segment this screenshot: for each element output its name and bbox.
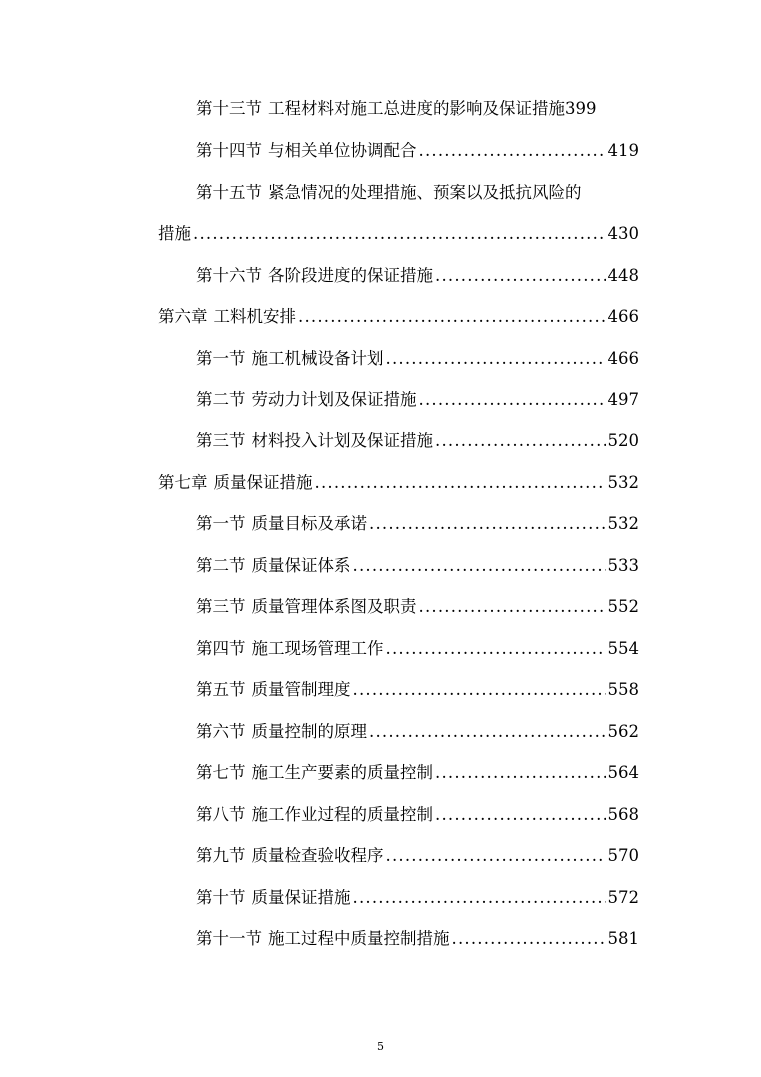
toc-section-entry[interactable] xyxy=(158,221,639,247)
toc-entry-title xyxy=(158,221,191,247)
toc-section-entry[interactable] xyxy=(196,926,639,952)
toc-page-number: 552 xyxy=(607,597,639,616)
toc-entry-label: 各阶段进度的保证措施 xyxy=(268,266,433,285)
toc-entry-label: 质量保证措施 xyxy=(213,473,313,492)
toc-page-number: 399 xyxy=(565,99,597,118)
toc-entry-title xyxy=(196,760,433,786)
toc-page-number: 568 xyxy=(607,805,639,824)
toc-entry-label: 材料投入计划及保证措施 xyxy=(251,431,433,450)
toc-entry-label: 紧急情况的处理措施、预案以及抵抗风险的 xyxy=(268,183,582,202)
toc-page-number: 562 xyxy=(607,722,639,741)
toc-entry-title xyxy=(196,719,367,745)
toc-entry-title xyxy=(158,304,296,330)
toc-section-entry[interactable] xyxy=(196,96,639,122)
toc-page-number: 466 xyxy=(607,349,639,368)
toc-entry-number: 第三节 xyxy=(196,431,246,450)
toc-entry-label: 质量保证体系 xyxy=(251,556,351,575)
toc-page-number: 430 xyxy=(607,224,639,243)
toc-page-number: 497 xyxy=(607,390,639,409)
toc-entry-number: 第一节 xyxy=(196,349,246,368)
toc-entry-title xyxy=(196,387,417,413)
toc-entry-label: 施工生产要素的质量控制 xyxy=(251,763,433,782)
toc-entry-label: 工料机安排 xyxy=(213,307,296,326)
toc-section-entry[interactable] xyxy=(196,387,639,413)
toc-page-number: 533 xyxy=(607,556,639,575)
toc-entry-label: 工程材料对施工总进度的影响及保证措施 xyxy=(268,99,565,118)
toc-chapter-entry[interactable] xyxy=(158,470,639,496)
toc-page-number: 554 xyxy=(607,639,639,658)
toc-entry-number: 第十三节 xyxy=(196,99,262,118)
toc-entry-number: 第八节 xyxy=(196,805,246,824)
toc-leader-dots xyxy=(298,304,606,330)
toc-entry-number: 第九节 xyxy=(196,846,246,865)
toc-entry-title xyxy=(196,180,582,206)
toc-leader-dots xyxy=(386,843,606,869)
toc-leader-dots xyxy=(419,138,606,164)
toc-entry-number: 第十四节 xyxy=(196,141,262,160)
toc-leader-dots xyxy=(386,346,606,372)
toc-entry-title xyxy=(196,511,367,537)
toc-entry-number: 第十六节 xyxy=(196,266,262,285)
toc-section-entry[interactable] xyxy=(196,677,639,703)
toc-entry-label: 质量控制的原理 xyxy=(251,722,367,741)
toc-section-entry[interactable] xyxy=(196,760,639,786)
toc-leader-dots xyxy=(419,594,606,620)
page-number: 5 xyxy=(377,1040,384,1053)
toc-page-number: 520 xyxy=(607,431,639,450)
toc-entry-label: 质量管制理度 xyxy=(251,680,351,699)
toc-chapter-entry[interactable] xyxy=(158,304,639,330)
toc-entry-title xyxy=(196,636,384,662)
toc-entry-label: 施工过程中质量控制措施 xyxy=(268,929,450,948)
toc-entry-number: 第十节 xyxy=(196,888,246,907)
toc-entry-title xyxy=(196,138,417,164)
toc-section-entry[interactable] xyxy=(196,428,639,454)
toc-entry-number: 第三节 xyxy=(196,597,246,616)
toc-leader-dots xyxy=(435,760,606,786)
toc-entry-label: 质量管理体系图及职责 xyxy=(251,597,417,616)
toc-section-entry[interactable] xyxy=(196,511,639,537)
toc-leader-dots xyxy=(193,221,606,247)
toc-entry-label: 劳动力计划及保证措施 xyxy=(251,390,417,409)
toc-entry-number: 第四节 xyxy=(196,639,246,658)
toc-section-entry[interactable] xyxy=(196,180,639,206)
toc-leader-dots xyxy=(435,428,606,454)
toc-page-number: 572 xyxy=(607,888,639,907)
toc-page-number: 558 xyxy=(607,680,639,699)
toc-leader-dots xyxy=(353,885,606,911)
toc-section-entry[interactable] xyxy=(196,802,639,828)
toc-entry-label: 与相关单位协调配合 xyxy=(268,141,417,160)
toc-page-number: 419 xyxy=(607,141,639,160)
toc-page-number: 448 xyxy=(607,266,639,285)
toc-entry-title xyxy=(196,926,450,952)
toc-entry-label: 质量检查验收程序 xyxy=(251,846,384,865)
toc-page-number: 466 xyxy=(607,307,639,326)
toc-entry-title xyxy=(196,802,433,828)
toc-leader-dots xyxy=(452,926,606,952)
toc-entry-title xyxy=(196,263,433,289)
toc-entry-title xyxy=(196,677,351,703)
toc-section-entry[interactable] xyxy=(196,553,639,579)
toc-entry-title xyxy=(196,96,565,122)
toc-leader-dots xyxy=(353,553,606,579)
toc-section-entry[interactable] xyxy=(196,843,639,869)
toc-leader-dots xyxy=(386,636,606,662)
toc-entry-label: 措施 xyxy=(158,224,191,243)
toc-page-number: 581 xyxy=(607,929,639,948)
toc-entry-title xyxy=(196,428,433,454)
toc-entry-number: 第十一节 xyxy=(196,929,262,948)
toc-leader-dots xyxy=(435,802,606,828)
toc-entry-title xyxy=(196,346,384,372)
toc-section-entry[interactable] xyxy=(196,138,639,164)
toc-entry-number: 第二节 xyxy=(196,390,246,409)
toc-page-number: 570 xyxy=(607,846,639,865)
toc-entry-label: 质量保证措施 xyxy=(251,888,351,907)
toc-entry-label: 施工作业过程的质量控制 xyxy=(251,805,433,824)
toc-entry-label: 施工现场管理工作 xyxy=(251,639,384,658)
toc-leader-dots xyxy=(315,470,606,496)
toc-entry-label: 质量目标及承诺 xyxy=(251,514,367,533)
toc-page-number: 532 xyxy=(607,514,639,533)
toc-entry-number: 第一节 xyxy=(196,514,246,533)
toc-entry-number: 第五节 xyxy=(196,680,246,699)
toc-entry-number: 第六节 xyxy=(196,722,246,741)
toc-leader-dots xyxy=(369,719,606,745)
toc-section-entry[interactable] xyxy=(196,594,639,620)
toc-section-entry[interactable] xyxy=(196,719,639,745)
toc-entry-title xyxy=(196,553,351,579)
toc-entry-title xyxy=(196,843,384,869)
toc-leader-dots xyxy=(353,677,606,703)
toc-section-entry[interactable] xyxy=(196,885,639,911)
toc-entry-title xyxy=(196,594,417,620)
toc-page-number: 564 xyxy=(607,763,639,782)
toc-section-entry[interactable] xyxy=(196,263,639,289)
toc-leader-dots xyxy=(419,387,606,413)
toc-leader-dots xyxy=(369,511,606,537)
toc-entry-number: 第七章 xyxy=(158,473,208,492)
toc-section-entry[interactable] xyxy=(196,636,639,662)
toc-entry-number: 第十五节 xyxy=(196,183,262,202)
toc-leader-dots xyxy=(435,263,606,289)
toc-entry-title xyxy=(196,885,351,911)
toc-entry-title xyxy=(158,470,313,496)
toc-page-number: 532 xyxy=(607,473,639,492)
toc-entry-number: 第七节 xyxy=(196,763,246,782)
toc-entry-label: 施工机械设备计划 xyxy=(251,349,384,368)
toc-section-entry[interactable] xyxy=(196,346,639,372)
toc-entry-number: 第六章 xyxy=(158,307,208,326)
toc-entry-number: 第二节 xyxy=(196,556,246,575)
